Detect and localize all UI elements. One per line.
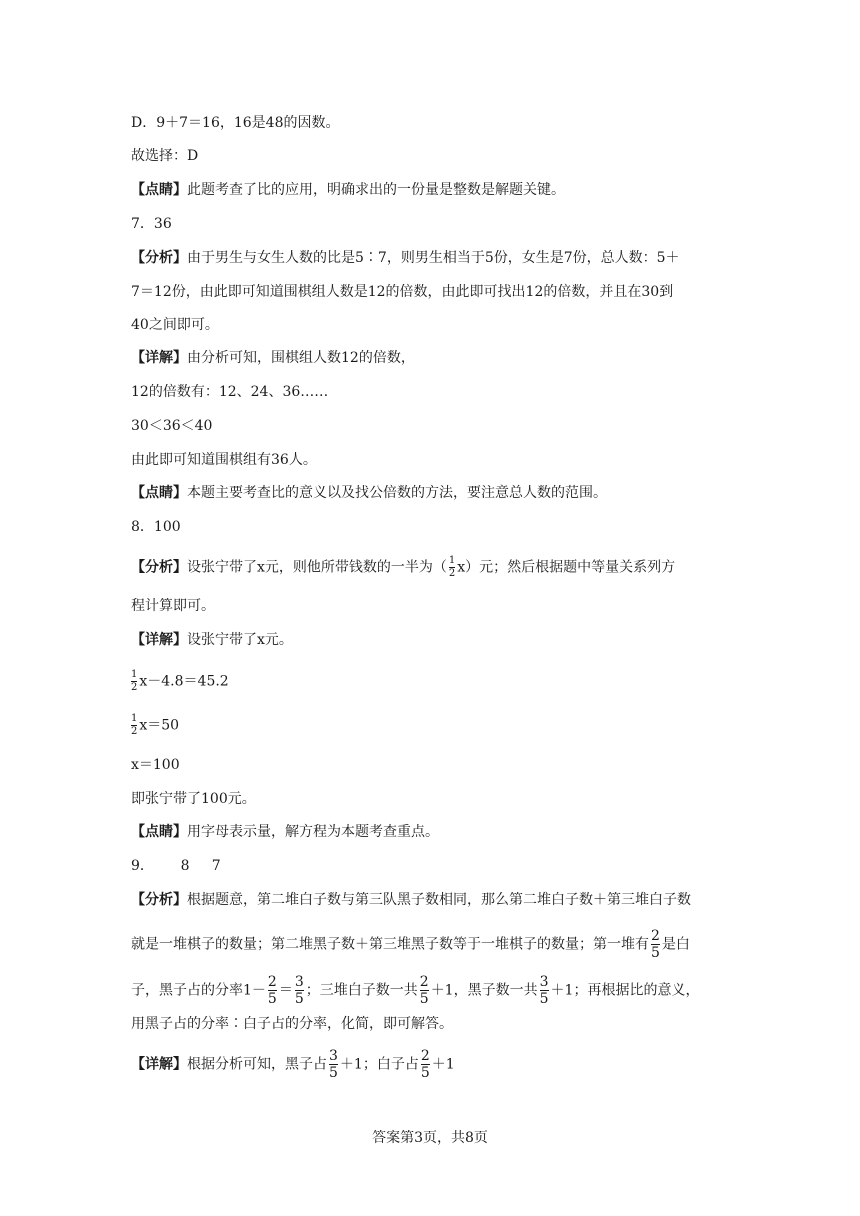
fraction: $\frac{2}{5}$	[267, 974, 277, 1007]
text-line: 30＜36＜40	[131, 418, 213, 434]
tag-label: 【分析】	[131, 250, 187, 266]
tag-label: 【详解】	[131, 350, 187, 366]
tag-label: 【分析】	[131, 559, 187, 576]
equation-line: x＝100	[131, 757, 180, 773]
text-line: 【点睛】本题主要考查比的意义以及找公倍数的方法，要注意总人数的范围。	[131, 485, 607, 501]
text-line: 【分析】设张宁带了x元，则他所带钱数的一半为（ $\frac{1}{2}$ x）元；然后根据题中等量关系列方	[131, 555, 676, 579]
text-line: 40之间即可。	[131, 317, 219, 333]
text-line: 【详解】设张宁带了x元。	[131, 632, 293, 648]
question-number: 9． 8 7	[131, 858, 221, 874]
text-line: D．9＋7＝16，16是48的因数。	[131, 115, 340, 131]
tag-label: 【点睛】	[131, 182, 187, 198]
tag-label: 【点睛】	[131, 485, 187, 501]
text-line: 【分析】根据题意，第二堆白子数与第三队黑子数相同，那么第二堆白子数＋第三堆白子数	[131, 892, 691, 908]
tag-label: 【详解】	[131, 1056, 187, 1073]
fraction: $\frac{2}{5}$	[419, 974, 429, 1007]
text-line: 【详解】由分析可知，围棋组人数12的倍数，	[131, 350, 415, 366]
text-line: 【点睛】此题考查了比的应用，明确求出的一份量是整数是解题关键。	[131, 182, 565, 198]
text-line: 【分析】由于男生与女生人数的比是5∶7，则男生相当于5份，女生是7份，总人数：5＋	[131, 250, 680, 266]
fraction: $\frac{1}{2}$	[131, 669, 138, 693]
text-line: 由此即可知道围棋组有36人。	[131, 452, 317, 468]
text-line: 故选择：D	[131, 148, 199, 164]
page-footer: 答案第3页，共8页	[372, 1130, 488, 1146]
fraction: $\frac{2}{5}$	[651, 928, 660, 961]
fraction: $\frac{1}{2}$	[131, 713, 138, 737]
fraction: $\frac{1}{2}$	[448, 555, 456, 579]
text-line: 用黑子占的分率∶白子占的分率，化简，即可解答。	[131, 1016, 453, 1032]
tag-label: 【分析】	[131, 892, 187, 908]
text-line: 子，黑子占的分率1－ $\frac{2}{5}$ ＝ $\frac{3}{5}$ ；三堆白子数一共 $\frac{2}{5}$ ＋1，黑子数一共 $\frac{3}{5}$ ＋1；再根据比的意义，	[131, 974, 700, 1007]
fraction: $\frac{3}{5}$	[294, 974, 304, 1007]
equation-line: $\frac{1}{2}$ x－4.8＝45.2	[131, 669, 229, 693]
text-line: 【详解】根据分析可知，黑子占 $\frac{3}{5}$ ＋1；白子占 $\frac{2}{5}$ ＋1	[131, 1048, 455, 1081]
fraction: $\frac{3}{5}$	[329, 1048, 338, 1081]
text-line: 就是一堆棋子的数量；第二堆黑子数＋第三堆黑子数等于一堆棋子的数量；第一堆有 $\frac{2}{5}$ 是白	[131, 928, 690, 961]
equation-line: $\frac{1}{2}$ x＝50	[131, 713, 180, 737]
question-number: 8．100	[131, 519, 181, 535]
question-number: 7．36	[131, 216, 172, 232]
tag-label: 【点睛】	[131, 824, 187, 840]
fraction: $\frac{3}{5}$	[539, 974, 549, 1007]
text-line: 12的倍数有：12、24、36……	[131, 384, 329, 400]
text-line: 即张宁带了100元。	[131, 791, 256, 807]
tag-label: 【详解】	[131, 632, 187, 648]
fraction: $\frac{2}{5}$	[420, 1048, 430, 1081]
text-line: 【点睛】用字母表示量，解方程为本题考查重点。	[131, 824, 439, 840]
text-line: 7＝12份，由此即可知道围棋组人数是12的倍数，由此即可找出12的倍数，并且在30到	[131, 284, 674, 300]
text-line: 程计算即可。	[131, 598, 215, 614]
